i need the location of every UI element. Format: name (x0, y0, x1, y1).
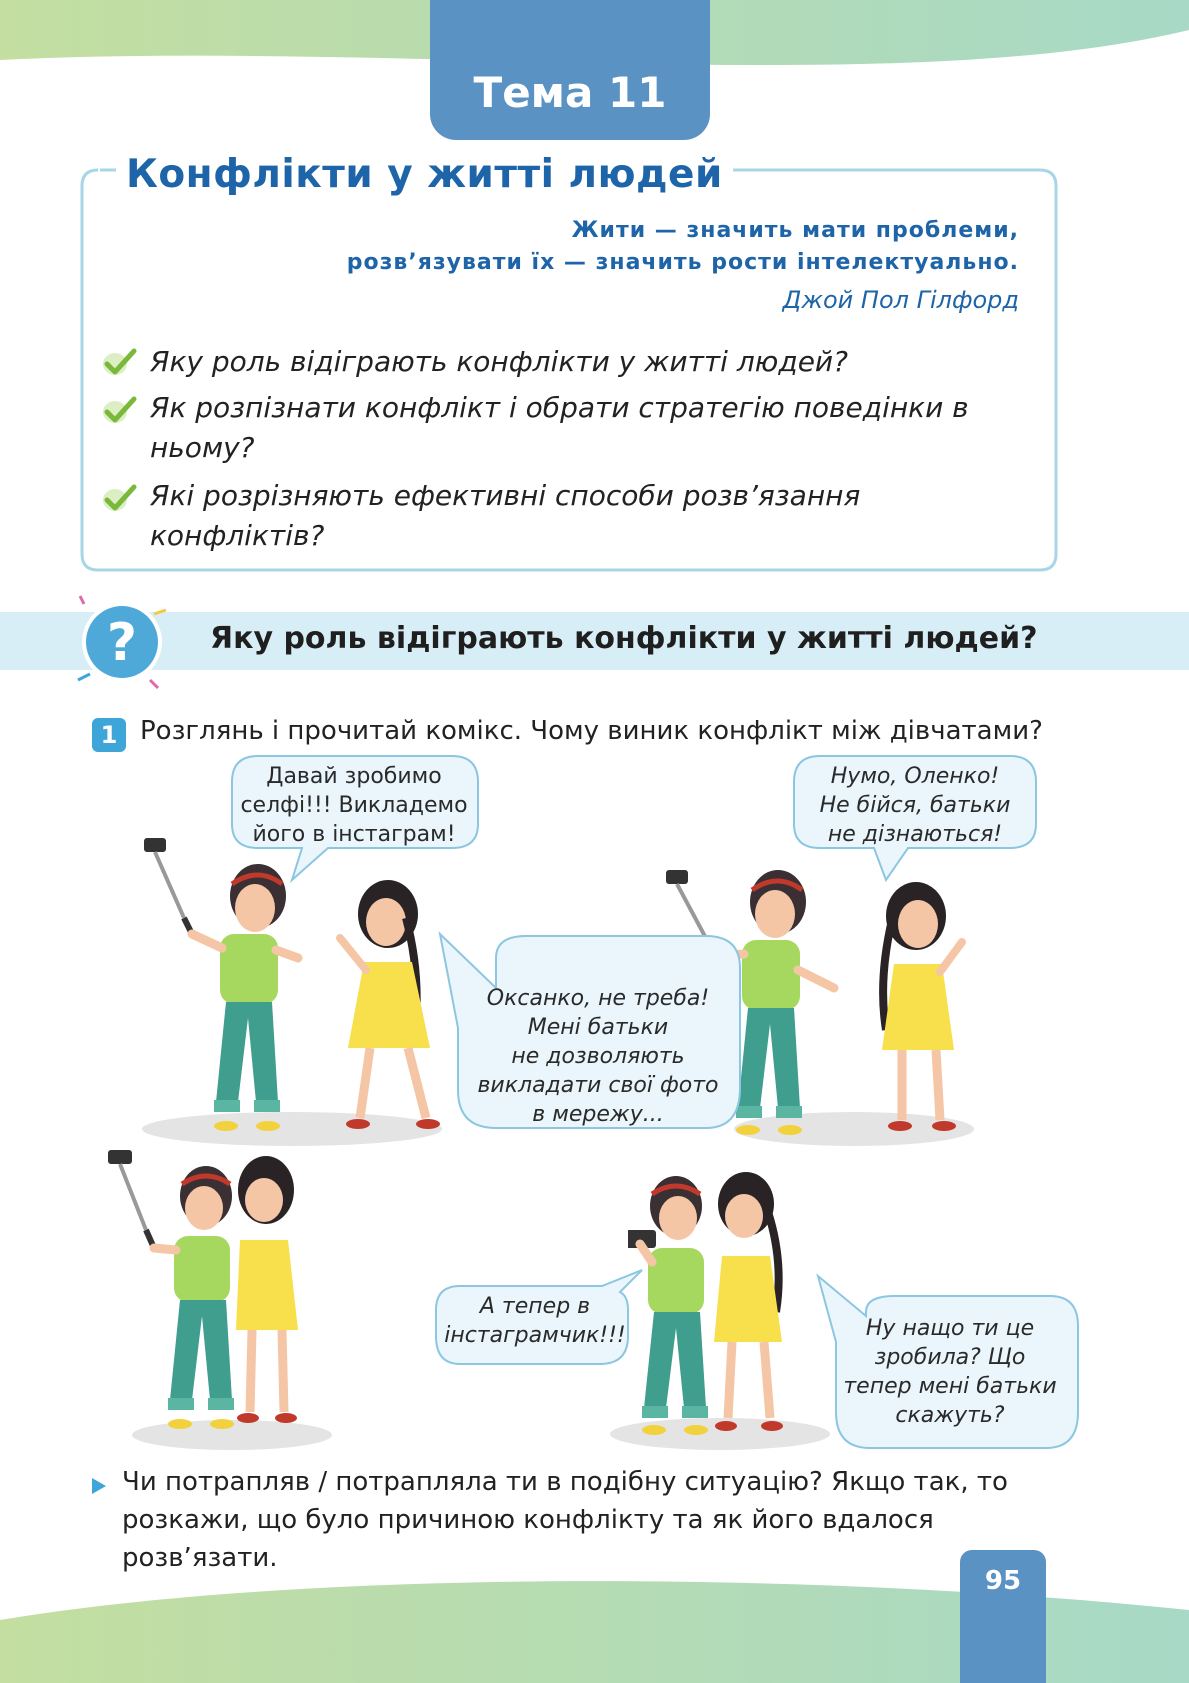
bubble-4-text: А тепер в інстаграмчик!!! (444, 1294, 626, 1348)
girls-with-phone (628, 1172, 818, 1442)
topic-tab (430, 0, 710, 140)
girl-in-yellow-dress (862, 880, 982, 1140)
check-icon (100, 396, 138, 426)
epigraph-line-1: Жити — значить мати проблеми, (571, 218, 1019, 243)
topic-title: Конфлікти у житті людей (116, 152, 733, 197)
section-heading: Яку роль відіграють конфлікти у житті людей? (210, 621, 1038, 656)
svg-text:?: ? (106, 613, 138, 673)
task-number-badge: 1 (92, 718, 126, 752)
check-icon (100, 348, 138, 378)
topic-label: Тема 11 (473, 68, 667, 117)
bubble-5-text: Ну нащо ти це зробила? Що тепер мені батьки скажуть? (843, 1316, 1057, 1428)
bubble-2-text: Оксанко, не треба! Мені батьки не дозволяють викладати свої фото в мережу... (477, 986, 719, 1127)
bubble-3-text: Нумо, Оленко! Не бійся, батьки не дізнаються! (819, 764, 1011, 847)
page-number: 95 (960, 1550, 1046, 1683)
question-mark-icon (74, 594, 170, 690)
question-3: Які розрізняють ефективні способи розв’язання конфліктів? (150, 479, 861, 552)
epigraph-author: Джой Пол Гілфорд (782, 286, 1019, 314)
check-icon (100, 484, 138, 514)
question-2: Як розпізнати конфлікт і обрати стратегію поведінки в ньому? (150, 391, 969, 464)
task-text: Розглянь і прочитай комікс. Чому виник конфлікт між дівчатами? (140, 716, 1043, 746)
bubble-1-text: Давай зробимо селфі!!! Викладемо його в інстаграм! (240, 764, 468, 847)
triangle-bullet-icon (92, 1478, 106, 1494)
followup-question: Чи потрапляв / потрапляла ти в подібну ситуацію? Якщо так, то розкажи, що було причиною конфлікту та як його вдалося розв’язати. (122, 1467, 1008, 1573)
girls-taking-selfie (106, 1150, 316, 1440)
epigraph-line-2: розв’язувати їх — значить рости інтелектуально. (346, 250, 1019, 275)
question-1: Яку роль відіграють конфлікти у житті людей? (150, 345, 848, 378)
